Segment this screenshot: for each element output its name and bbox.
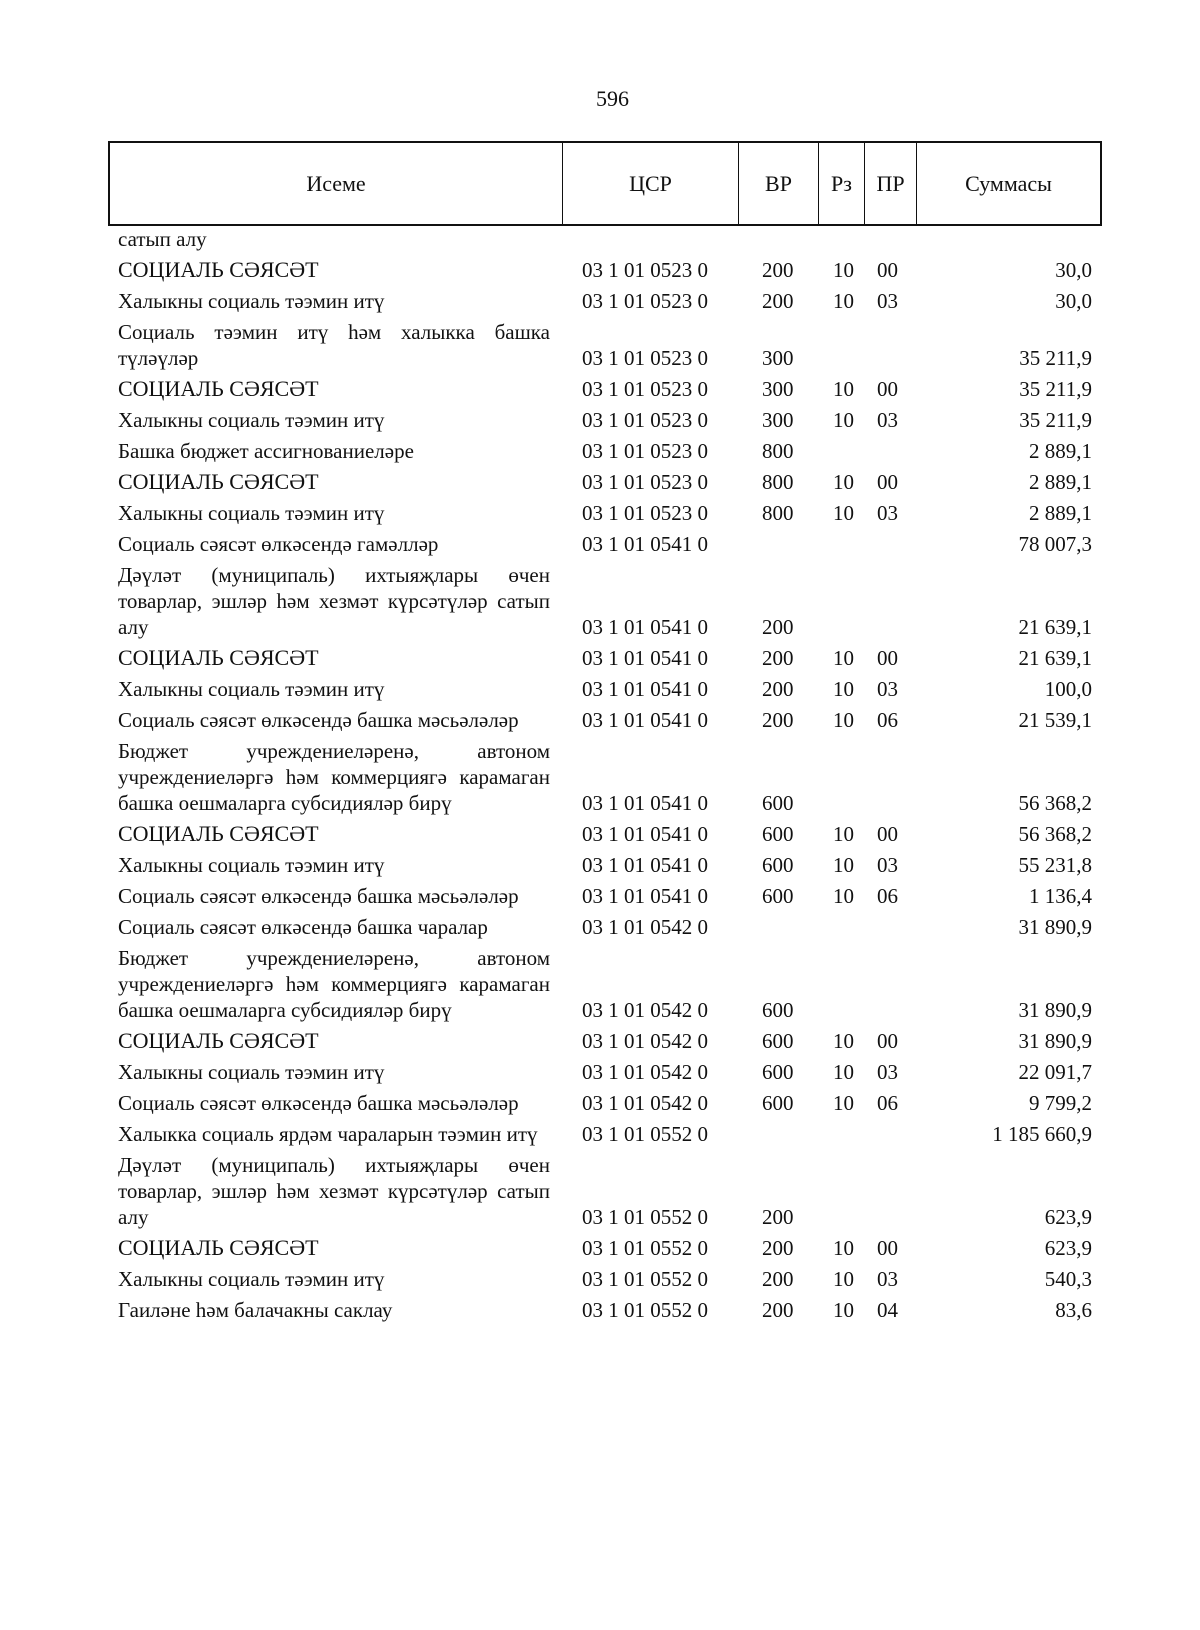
row-pr: 03: [877, 289, 898, 313]
row-pr: 00: [877, 377, 898, 401]
row-csr: 03 1 01 0523 0: [582, 439, 708, 463]
row-pr: 00: [877, 258, 898, 282]
row-vr: 200: [762, 258, 794, 282]
row-pr: 00: [877, 1029, 898, 1053]
row-name: Социаль сәясәт өлкәсендә башка мәсьәләләр: [118, 708, 519, 732]
row-pr: 00: [877, 822, 898, 846]
row-rz: 10: [833, 1029, 854, 1053]
row-name: Социаль сәясәт өлкәсендә башка мәсьәләләр: [118, 884, 519, 908]
row-sum: 55 231,8: [1018, 853, 1092, 877]
header-vr: ВР: [739, 143, 819, 224]
row-vr: 200: [762, 1205, 794, 1229]
row-name: Халыкны социаль тәэмин итү: [118, 501, 385, 525]
row-csr: 03 1 01 0542 0: [582, 998, 708, 1022]
page-number: 596: [596, 86, 629, 111]
row-rz: 10: [833, 1060, 854, 1084]
row-csr: 03 1 01 0523 0: [582, 408, 708, 432]
row-csr: 03 1 01 0541 0: [582, 708, 708, 732]
table-row: [0, 645, 1200, 671]
row-vr: 800: [762, 439, 794, 463]
row-sum: 2 889,1: [1029, 470, 1092, 494]
row-rz: 10: [833, 1091, 854, 1115]
row-name: Социаль тәэмин итү һәм халыкка башка түләүләр: [118, 320, 550, 370]
row-rz: 10: [833, 377, 854, 401]
row-sum: 2 889,1: [1029, 439, 1092, 463]
row-sum: 9 799,2: [1029, 1091, 1092, 1115]
row-sum: 100,0: [1044, 677, 1092, 701]
row-sum: 2 889,1: [1029, 501, 1092, 525]
row-csr: 03 1 01 0542 0: [582, 1060, 708, 1084]
table-row: [0, 1121, 1200, 1147]
row-csr: 03 1 01 0541 0: [582, 822, 708, 846]
row-csr: 03 1 01 0542 0: [582, 1029, 708, 1053]
row-name: Бюджет учреждениеләренә, автоном учреждениеләргә һәм коммерциягә карамаган башка оешмаларга субсидияләр бирү: [118, 739, 550, 815]
row-vr: 600: [762, 1029, 794, 1053]
row-vr: 300: [762, 408, 794, 432]
row-sum: 56 368,2: [1018, 791, 1092, 815]
row-vr: 200: [762, 1298, 794, 1322]
table-row: [0, 738, 1200, 816]
row-csr: 03 1 01 0552 0: [582, 1267, 708, 1291]
table-row: [0, 1266, 1200, 1292]
row-sum: 31 890,9: [1018, 998, 1092, 1022]
row-vr: 800: [762, 501, 794, 525]
row-csr: 03 1 01 0523 0: [582, 470, 708, 494]
table-row: [0, 852, 1200, 878]
row-rz: 10: [833, 677, 854, 701]
row-name: Бюджет учреждениеләренә, автоном учреждениеләргә һәм коммерциягә карамаган башка оешмаларга субсидияләр бирү: [118, 946, 550, 1022]
row-vr: 200: [762, 289, 794, 313]
row-rz: 10: [833, 501, 854, 525]
row-name: Башка бюджет ассигнованиеләре: [118, 439, 414, 463]
row-sum: 31 890,9: [1018, 915, 1092, 939]
row-name: Халыкны социаль тәэмин итү: [118, 1267, 385, 1291]
row-csr: 03 1 01 0523 0: [582, 346, 708, 370]
row-name: Дәүләт (муниципаль) ихтыяҗлары өчен товарлар, эшләр һәм хезмәт күрсәтүләр сатып алу: [118, 1153, 550, 1229]
header-csr: ЦСР: [563, 143, 739, 224]
row-csr: 03 1 01 0541 0: [582, 884, 708, 908]
row-vr: 600: [762, 822, 794, 846]
row-sum: 35 211,9: [1019, 408, 1092, 432]
table-row: [0, 226, 1200, 252]
row-csr: 03 1 01 0542 0: [582, 1091, 708, 1115]
row-sum: 31 890,9: [1018, 1029, 1092, 1053]
row-vr: 600: [762, 1060, 794, 1084]
row-name: Социаль сәясәт өлкәсендә башка мәсьәләләр: [118, 1091, 519, 1115]
table-row: [0, 319, 1200, 371]
row-pr: 06: [877, 708, 898, 732]
row-name: СОЦИАЛЬ СӘЯСӘТ: [118, 257, 319, 282]
row-rz: 10: [833, 470, 854, 494]
row-rz: 10: [833, 708, 854, 732]
table-row: [0, 1235, 1200, 1261]
row-vr: 200: [762, 615, 794, 639]
row-csr: 03 1 01 0552 0: [582, 1236, 708, 1260]
row-vr: 200: [762, 1236, 794, 1260]
row-vr: 200: [762, 677, 794, 701]
row-rz: 10: [833, 884, 854, 908]
row-sum: 623,9: [1044, 1205, 1092, 1229]
table-row: [0, 531, 1200, 557]
table-row: [0, 1152, 1200, 1230]
row-name: СОЦИАЛЬ СӘЯСӘТ: [118, 469, 319, 494]
table-header: [108, 141, 1102, 226]
row-sum: 83,6: [1055, 1298, 1092, 1322]
row-pr: 00: [877, 646, 898, 670]
row-pr: 03: [877, 853, 898, 877]
row-name: Дәүләт (муниципаль) ихтыяҗлары өчен товарлар, эшләр һәм хезмәт күрсәтүләр сатып алу: [118, 563, 550, 639]
row-sum: 21 539,1: [1018, 708, 1092, 732]
table-row: [0, 945, 1200, 1023]
row-sum: 21 639,1: [1018, 615, 1092, 639]
row-sum: 30,0: [1055, 258, 1092, 282]
row-sum: 22 091,7: [1018, 1060, 1092, 1084]
row-vr: 300: [762, 377, 794, 401]
row-rz: 10: [833, 1236, 854, 1260]
row-csr: 03 1 01 0552 0: [582, 1122, 708, 1146]
table-row: [0, 676, 1200, 702]
row-sum: 30,0: [1055, 289, 1092, 313]
row-name: СОЦИАЛЬ СӘЯСӘТ: [118, 376, 319, 401]
row-name: Халыкны социаль тәэмин итү: [118, 677, 385, 701]
row-pr: 03: [877, 1267, 898, 1291]
row-pr: 04: [877, 1298, 898, 1322]
row-sum: 623,9: [1044, 1236, 1092, 1260]
row-csr: 03 1 01 0541 0: [582, 646, 708, 670]
row-vr: 600: [762, 791, 794, 815]
row-pr: 03: [877, 1060, 898, 1084]
row-csr: 03 1 01 0523 0: [582, 501, 708, 525]
row-pr: 03: [877, 677, 898, 701]
table-row: [0, 469, 1200, 495]
row-vr: 800: [762, 470, 794, 494]
row-csr: 03 1 01 0541 0: [582, 791, 708, 815]
row-name: СОЦИАЛЬ СӘЯСӘТ: [118, 821, 319, 846]
header-sum: Суммасы: [965, 170, 1052, 196]
row-csr: 03 1 01 0542 0: [582, 915, 708, 939]
row-csr: 03 1 01 0523 0: [582, 289, 708, 313]
row-name: сатып алу: [118, 227, 207, 251]
row-rz: 10: [833, 258, 854, 282]
table-row: [0, 1090, 1200, 1116]
table-row: [0, 376, 1200, 402]
row-name: Халыкны социаль тәэмин итү: [118, 408, 385, 432]
table-row: [0, 438, 1200, 464]
table-row: [0, 288, 1200, 314]
table-body: [0, 226, 1200, 1323]
row-vr: 200: [762, 1267, 794, 1291]
row-sum: 56 368,2: [1018, 822, 1092, 846]
row-sum: 35 211,9: [1019, 346, 1092, 370]
row-vr: 600: [762, 998, 794, 1022]
row-rz: 10: [833, 408, 854, 432]
row-pr: 03: [877, 408, 898, 432]
table-row: [0, 407, 1200, 433]
table-row: [0, 821, 1200, 847]
row-csr: 03 1 01 0552 0: [582, 1298, 708, 1322]
row-csr: 03 1 01 0552 0: [582, 1205, 708, 1229]
row-csr: 03 1 01 0541 0: [582, 677, 708, 701]
row-csr: 03 1 01 0523 0: [582, 258, 708, 282]
row-csr: 03 1 01 0523 0: [582, 377, 708, 401]
table-row: [0, 1028, 1200, 1054]
row-name: Халыкны социаль тәэмин итү: [118, 289, 385, 313]
row-sum: 21 639,1: [1018, 646, 1092, 670]
row-rz: 10: [833, 853, 854, 877]
row-rz: 10: [833, 646, 854, 670]
table-row: [0, 562, 1200, 640]
row-vr: 600: [762, 1091, 794, 1115]
table-row: [0, 1059, 1200, 1085]
header-rz: Рз: [819, 143, 865, 224]
row-vr: 300: [762, 346, 794, 370]
row-vr: 200: [762, 708, 794, 732]
row-sum: 540,3: [1044, 1267, 1092, 1291]
row-sum: 1 185 660,9: [992, 1122, 1092, 1146]
row-name: СОЦИАЛЬ СӘЯСӘТ: [118, 645, 319, 670]
row-pr: 06: [877, 1091, 898, 1115]
row-name: Гаиләне һәм балачакны саклау: [118, 1298, 393, 1322]
row-name: Социаль сәясәт өлкәсендә башка чаралар: [118, 915, 488, 939]
row-sum: 78 007,3: [1018, 532, 1092, 556]
table-row: [0, 1297, 1200, 1323]
row-sum: 35 211,9: [1019, 377, 1092, 401]
row-name: Халыкка социаль ярдәм чараларын тәэмин итү: [118, 1122, 538, 1146]
row-pr: 00: [877, 470, 898, 494]
table-row: [0, 257, 1200, 283]
row-pr: 03: [877, 501, 898, 525]
table-row: [0, 883, 1200, 909]
row-name: СОЦИАЛЬ СӘЯСӘТ: [118, 1235, 319, 1260]
row-rz: 10: [833, 822, 854, 846]
row-csr: 03 1 01 0541 0: [582, 615, 708, 639]
row-vr: 600: [762, 884, 794, 908]
row-name: СОЦИАЛЬ СӘЯСӘТ: [118, 1028, 319, 1053]
table-row: [0, 500, 1200, 526]
row-name: Халыкны социаль тәэмин итү: [118, 853, 385, 877]
header-pr: ПР: [865, 143, 917, 224]
table-row: [0, 914, 1200, 940]
row-name: Социаль сәясәт өлкәсендә гамәлләр: [118, 532, 439, 556]
row-sum: 1 136,4: [1029, 884, 1092, 908]
header-name: Исеме: [110, 143, 563, 224]
row-rz: 10: [833, 1298, 854, 1322]
row-rz: 10: [833, 1267, 854, 1291]
row-vr: 600: [762, 853, 794, 877]
row-csr: 03 1 01 0541 0: [582, 853, 708, 877]
row-rz: 10: [833, 289, 854, 313]
row-csr: 03 1 01 0541 0: [582, 532, 708, 556]
table-row: [0, 707, 1200, 733]
row-pr: 06: [877, 884, 898, 908]
row-name: Халыкны социаль тәэмин итү: [118, 1060, 385, 1084]
row-vr: 200: [762, 646, 794, 670]
row-pr: 00: [877, 1236, 898, 1260]
